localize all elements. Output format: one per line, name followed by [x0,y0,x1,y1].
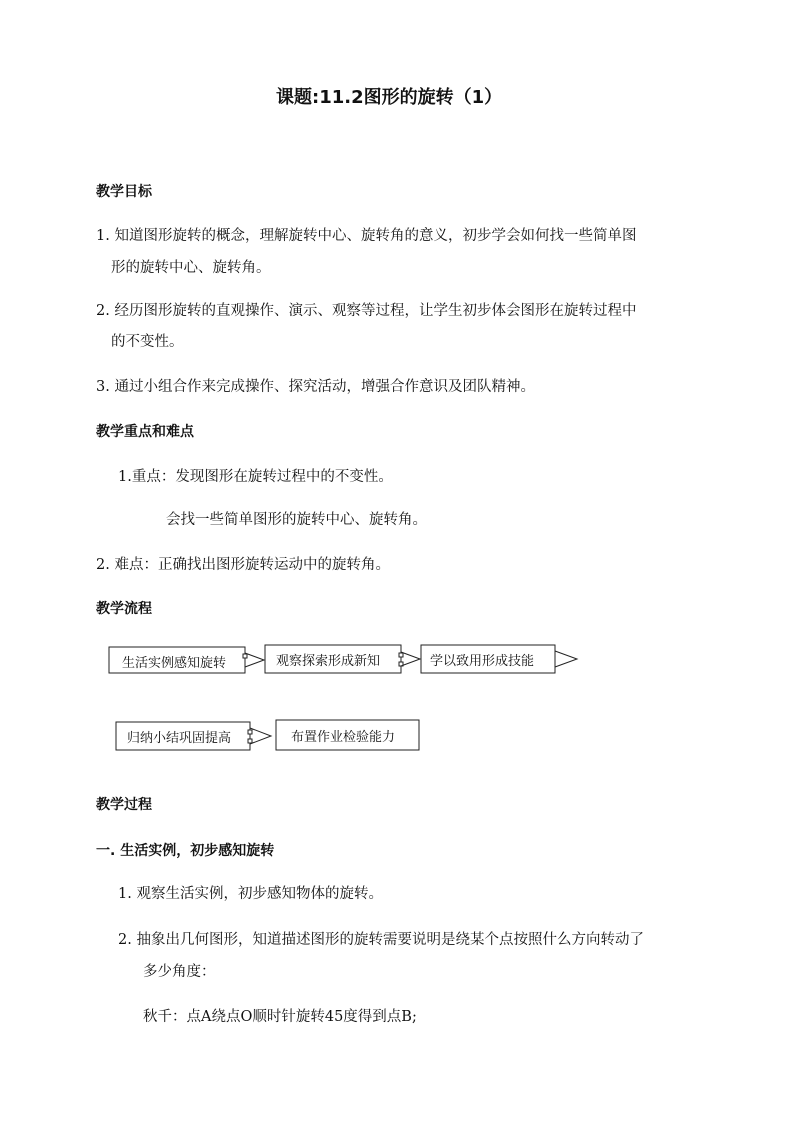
process-item-1: 1. 观察生活实例，初步感知物体的旋转。 [118,886,383,902]
objective-3: 3. 通过小组合作来完成操作、探究活动，增强合作意识及团队精神。 [96,379,535,395]
objective-2-line2: 的不变性。 [111,334,184,350]
section-heading-flow: 教学流程 [96,601,152,617]
process-item-2-line1: 2. 抽象出几何图形，知道描述图形的旋转需要说明是绕某个点按照什么方向转动了 [118,932,644,948]
flow-step-3-label: 学以致用形成技能 [430,654,535,669]
flow-step-2-label: 观察探索形成新知 [276,654,381,669]
key-point-focus-cont: 会找一些简单图形的旋转中心、旋转角。 [166,512,427,528]
objective-2-line1: 2. 经历图形旋转的直观操作、演示、观察等过程，让学生初步体会图形在旋转过程中 [96,303,637,319]
flow-step-3 [421,645,555,673]
objective-1-line2: 形的旋转中心、旋转角。 [111,260,271,276]
flow-step-2 [265,645,403,673]
section-heading-objectives: 教学目标 [96,184,152,200]
flow-arrow-4 [250,728,271,744]
flow-step-4 [116,722,252,750]
objective-1-line1: 1. 知道图形旋转的概念，理解旋转中心、旋转角的意义，初步学会如何找一些简单图 [96,228,637,244]
flow-arrow-2 [401,652,420,666]
flow-step-1-label: 生活实例感知旋转 [122,656,227,671]
flow-arrow-3 [555,651,577,667]
process-item-2-line2: 多少角度： [143,964,216,980]
flow-step-5-label: 布置作业检验能力 [291,730,396,745]
flow-arrow-1 [245,653,264,667]
key-point-difficulty: 2. 难点：正确找出图形旋转运动中的旋转角。 [96,557,390,573]
section-heading-process: 教学过程 [96,797,152,813]
flow-step-4-label: 归纳小结巩固提高 [127,731,232,746]
process-part1-heading: 一. 生活实例，初步感知旋转 [96,843,275,859]
key-point-focus: 1.重点：发现图形在旋转过程中的不变性。 [118,469,393,485]
section-heading-key-points: 教学重点和难点 [96,424,194,440]
flow-step-1 [109,647,247,673]
page-title: 课题:11.2图形的旋转（1） [276,87,503,108]
process-example-swing: 秋千：点A绕点O顺时针旋转45度得到点B; [143,1009,417,1025]
flow-step-5 [276,720,419,750]
